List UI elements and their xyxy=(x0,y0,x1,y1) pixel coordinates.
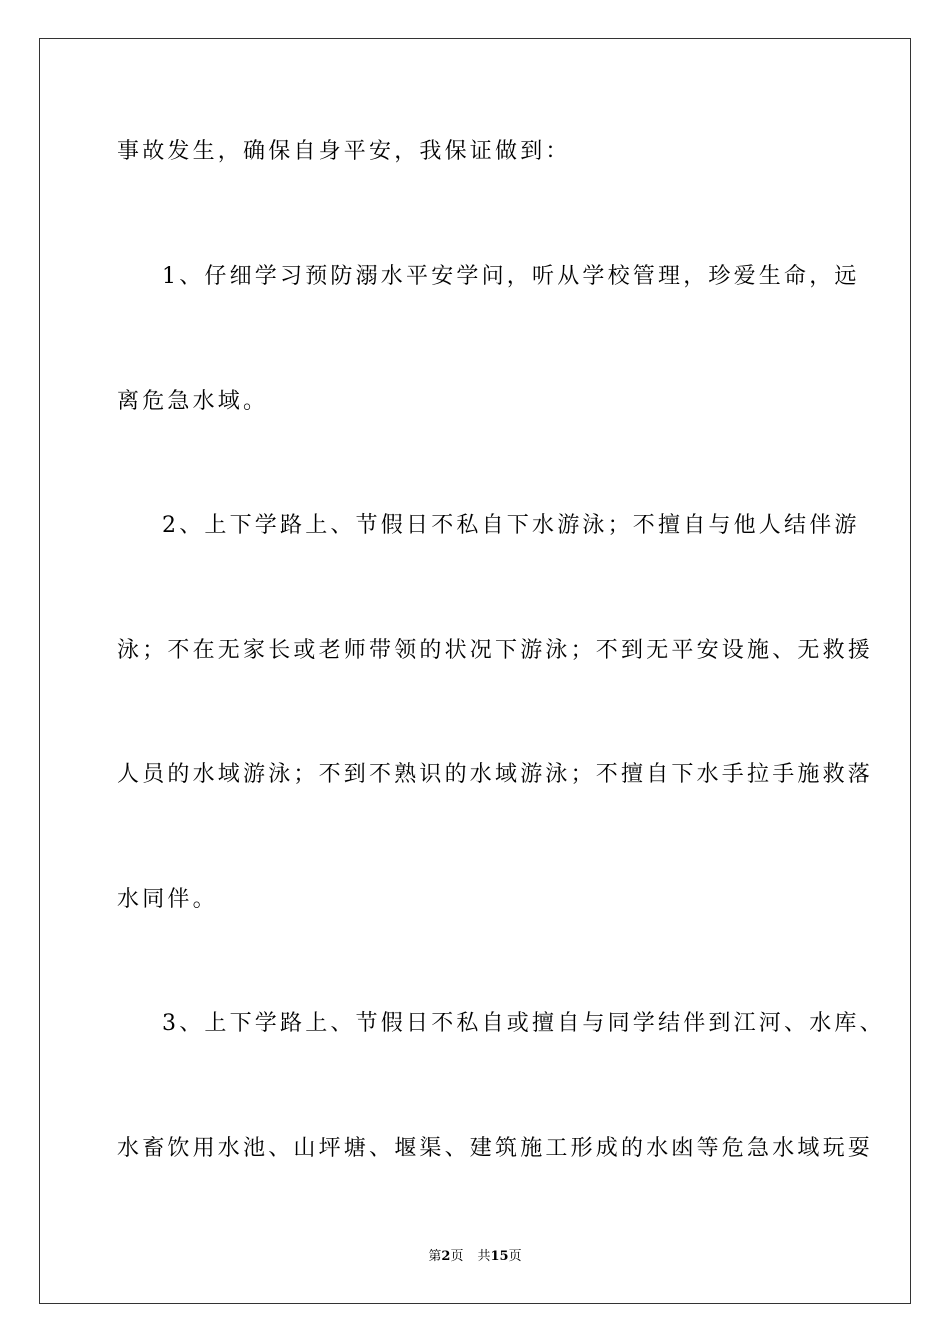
text-line-1: 事故发生，确保自身平安，我保证做到： xyxy=(117,139,571,164)
footer-page-suffix: 页 xyxy=(450,1249,464,1264)
text-line-9: 水畜饮用水池、山坪塘、堰渠、建筑施工形成的水凼等危急水域玩耍 xyxy=(117,1136,874,1161)
footer-page-number: 2 xyxy=(441,1249,451,1264)
text-line-3: 离危急水域。 xyxy=(117,389,269,414)
page-border xyxy=(39,38,911,1304)
footer-total-pages: 15 xyxy=(490,1249,509,1264)
text-line-7: 水同伴。 xyxy=(117,887,218,912)
text-line-4: 2、上下学路上、节假日不私自下水游泳；不擅自与他人结伴游 xyxy=(162,513,860,538)
footer-total-prefix: 共 xyxy=(477,1249,491,1264)
footer-total-suffix: 页 xyxy=(508,1249,522,1264)
text-line-6: 人员的水域游泳；不到不熟识的水域游泳；不擅自下水手拉手施救落 xyxy=(117,762,874,787)
text-line-5: 泳；不在无家长或老师带领的状况下游泳；不到无平安设施、无救援 xyxy=(117,638,874,663)
text-line-2: 1、仔细学习预防溺水平安学问，听从学校管理，珍爱生命，远 xyxy=(162,264,860,289)
footer-page-prefix: 第 xyxy=(428,1249,442,1264)
page-footer xyxy=(0,1248,950,1266)
text-line-8: 3、上下学路上、节假日不私自或擅自与同学结伴到江河、水库、 xyxy=(162,1011,885,1036)
